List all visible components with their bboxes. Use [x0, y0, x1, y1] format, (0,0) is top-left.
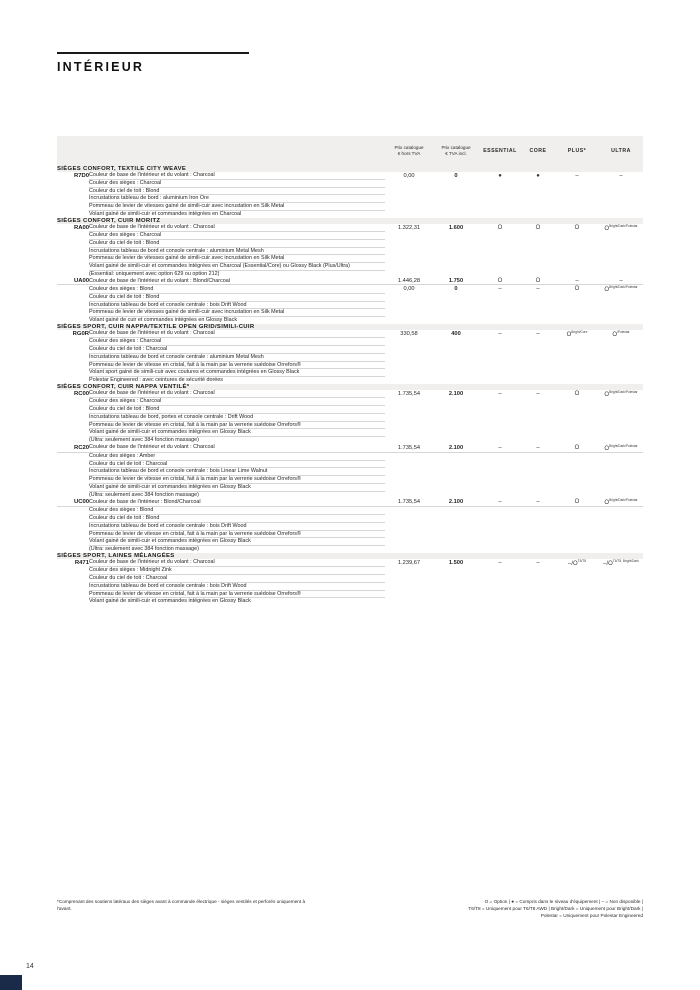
variant-line: Couleur du ciel de toit : Blond: [89, 187, 385, 195]
availability-plus: [555, 559, 599, 567]
availability-plus-value: –/O: [568, 560, 578, 567]
table-row: [57, 263, 643, 271]
variant-line: Incrustations tableau de bord et console centrale : bois Linear Lime Walnut: [89, 468, 385, 476]
availability-core: –: [521, 498, 555, 507]
availability-ultra-value: O: [604, 445, 610, 452]
variant-line: Couleur de base de l'intérieur et du volant : Charcoal: [89, 330, 385, 338]
variant-line: Pommeau de levier de vitesses gainé de simili-cuir avec incrustation en Silk Metal: [89, 255, 385, 263]
variant-line: Couleur de base de l'intérieur et du volant : Charcoal: [89, 559, 385, 567]
variant-code: R7D0: [73, 172, 89, 179]
table-row: [57, 476, 643, 484]
variant-line: Incrustations tableau de bord et console centrale : bois Drift Wood: [89, 301, 385, 309]
table-row: [57, 317, 643, 324]
availability-essential: –: [498, 330, 502, 337]
table-row: [57, 437, 643, 444]
table-row: [57, 301, 643, 309]
availability-plus: –: [575, 172, 579, 179]
header-spacer-desc: [89, 136, 385, 166]
variant-line: Pommeau de levier de vitesse en cristal, fait à la main par la verrerie suédoise Orrefors®: [89, 590, 385, 598]
variant-line: Volant gainé de simili-cuir et commandes intégrées en Charcoal (Essential/Core) ou Glossy Black (Plus/Ultra): [89, 263, 385, 271]
section-title: SIÈGES SPORT, CUIR NAPPA/TEXTILE OPEN GRID/SIMILI-CUIR: [57, 324, 643, 330]
variant-line: Volant sport gainé de simili-cuir avec coutures et commandes intégrées en Glossy Black: [89, 369, 385, 377]
table-row: [57, 491, 643, 498]
table-row: [57, 598, 643, 605]
price-incl: 1.600: [448, 224, 464, 231]
table-row: [57, 224, 643, 232]
variant-line: Couleur de base de l'intérieur et du volant : Charcoal: [89, 224, 385, 232]
header-plus: PLUS*: [555, 136, 599, 166]
variant-line: Couleur de base de l'intérieur et du volant : Charcoal: [89, 444, 385, 453]
availability-core: O: [521, 278, 555, 285]
variant-line: Pommeau de levier de vitesse en cristal, fait à la main par la verrerie suédoise Orrefors®: [89, 421, 385, 429]
availability-ultra-value: O: [604, 500, 610, 507]
availability-ultra-alt: $O^{Bright/Dark/Polestar}$: [604, 285, 638, 294]
table-row: [57, 255, 643, 263]
availability-essential-alt: –: [498, 286, 502, 293]
table-row: [57, 210, 643, 217]
variant-line: Incrustations tableau de bord et console centrale : bois Drift Wood: [89, 582, 385, 590]
page-number: 14: [26, 963, 34, 970]
variant-code: UA00: [57, 278, 89, 285]
variant-line: Incrustations tableau de bord et console centrale : bois Drift Wood: [89, 522, 385, 530]
table-row: [57, 483, 643, 491]
spec-table-container: [57, 136, 643, 605]
availability-ultra: $O^{Bright/Dark/Polestar}$: [599, 444, 643, 453]
availability-ultra: [599, 559, 643, 567]
table-row: [57, 421, 643, 429]
availability-ultra: –: [619, 172, 623, 179]
price-excl-alt: 0,00: [403, 286, 415, 293]
table-row: [57, 278, 643, 285]
variant-line: Couleur des sièges : Charcoal: [89, 398, 385, 406]
availability-ultra-value: –/O: [603, 560, 613, 567]
page-title: INTÉRIEUR: [57, 60, 145, 74]
availability-plus-alt: O: [574, 286, 580, 293]
availability-essential: –: [479, 444, 521, 453]
table-row: [57, 515, 643, 523]
corner-accent-bar: [0, 975, 22, 990]
variant-line: Couleur de base de l'intérieur et du volant : Charcoal: [89, 172, 385, 179]
availability-essential: –: [498, 559, 502, 566]
table-row: [57, 522, 643, 530]
table-row: [57, 369, 643, 377]
table-row: [57, 538, 643, 546]
availability-ultra: –: [599, 278, 643, 285]
price-excl: 0,00: [403, 172, 415, 179]
table-row: [57, 377, 643, 384]
variant-line: Couleur des sièges : Blond: [89, 285, 385, 294]
variant-line: Pommeau de levier de vitesse en cristal, fait à la main par la verrerie suédoise Orrefors®: [89, 530, 385, 538]
availability-ultra: $O^{Bright/Dark/Polestar}$: [599, 498, 643, 507]
availability-ultra-value: O: [604, 391, 610, 398]
availability-plus: $O^{Bright/Core}$: [566, 329, 588, 338]
availability-core: –: [536, 390, 540, 397]
availability-ultra: $O^{Bright/Dark/Polestar}$: [604, 223, 638, 232]
table-row: [57, 559, 643, 567]
table-row: [57, 429, 643, 437]
availability-essential: –: [498, 390, 502, 397]
table-row: [57, 247, 643, 255]
variant-line: Couleur du ciel de toit : Charcoal: [89, 346, 385, 354]
variant-line: Incrustations tableau de bord et console centrale : aluminium Metal Mesh: [89, 353, 385, 361]
table-row: [57, 330, 643, 338]
price-excl: 330,58: [400, 330, 418, 337]
table-row: [57, 232, 643, 240]
variant-code: R471: [74, 559, 89, 566]
price-incl: 2.100: [433, 498, 479, 507]
table-row: [57, 567, 643, 575]
variant-line: (Ultra: seulement avec 384 fonction massage): [89, 491, 199, 498]
availability-plus: O: [574, 224, 580, 231]
variant-line: Couleur des sièges : Charcoal: [89, 232, 385, 240]
table-header-row: [57, 136, 643, 166]
variant-code: UC00: [57, 498, 89, 507]
header-spacer-code: [57, 136, 89, 166]
price-excl: 1.735,54: [385, 498, 433, 507]
variant-line: Couleur du ciel de toit : Blond: [89, 515, 385, 523]
table-row: [57, 187, 643, 195]
footnote-right: [343, 898, 643, 919]
availability-ultra-note2: Polestar: [625, 223, 638, 228]
availability-plus-note: T6/T8: [577, 558, 586, 563]
variant-line: (Ultra: seulement avec 384 fonction massage): [89, 546, 199, 552]
availability-plus: O: [574, 390, 580, 397]
price-incl: 2.100: [433, 444, 479, 453]
variant-line: Couleur des sièges : Midnight Zink: [89, 567, 385, 575]
price-incl: 400: [451, 330, 461, 337]
variant-code: RC00: [73, 390, 89, 397]
table-row: [57, 203, 643, 211]
availability-core: –: [536, 559, 540, 566]
variant-line: Pommeau de levier de vitesse en cristal, fait à la main par la verrerie suédoise Orrefors®: [89, 361, 385, 369]
table-row: [57, 346, 643, 354]
table-row: [57, 413, 643, 421]
variant-line: Couleur de base de l'intérieur et du volant : Blond/Charcoal: [89, 278, 385, 285]
availability-core: O: [535, 224, 541, 231]
availability-ultra-note: Bright/Dark: [609, 223, 626, 228]
table-row: [57, 530, 643, 538]
table-row: [57, 575, 643, 583]
variant-code: RA00: [73, 224, 89, 231]
table-row: [57, 498, 643, 507]
table-row: [57, 361, 643, 369]
table-row: [57, 390, 643, 398]
availability-essential: O: [497, 224, 503, 231]
variant-line: Pommeau de levier de vitesse en cristal, fait à la main par la verrerie suédoise Orrefors®: [89, 476, 385, 484]
header-price-incl: [433, 136, 479, 166]
footnote-legend-line3: Polestar = Uniquement pour Polestar Engineered: [540, 913, 643, 919]
table-row: [57, 309, 643, 317]
variant-line: Couleur de base de l'intérieur : Blond/Charcoal: [89, 498, 385, 507]
availability-ultra-alt-value: O: [604, 287, 610, 294]
price-incl: 2.100: [448, 390, 464, 397]
header-price-excl-l1: Prix catalogue: [394, 144, 424, 150]
variant-line: Couleur du ciel de toit : Blond: [89, 239, 385, 247]
header-price-incl-l2: € TVA incl.: [445, 151, 467, 156]
availability-ultra-note: T6/T8, Bright/Dark: [612, 558, 639, 563]
header-ultra: ULTRA: [599, 136, 643, 166]
variant-line: Pommeau de levier de vitesses gainé de simili-cuir avec incrustation en Silk Metal: [89, 309, 385, 317]
variant-line: Volant gainé de simili-cuir et commandes intégrées en Charcoal: [89, 210, 242, 217]
variant-line: (Essential: uniquement avec option 629 ou option 212): [89, 270, 220, 277]
table-row: [57, 398, 643, 406]
variant-line: Couleur des sièges : Blond: [89, 507, 385, 515]
table-row: [57, 293, 643, 301]
table-row: [57, 582, 643, 590]
table-row: [57, 179, 643, 187]
footnotes: [57, 898, 643, 919]
price-excl: 1.322,31: [397, 224, 421, 231]
variant-line: Couleur du ciel de toit : Blond: [89, 293, 385, 301]
availability-core: –: [536, 330, 540, 337]
section-title: SIÈGES CONFORT, CUIR NAPPA VENTILÉ*: [57, 384, 643, 390]
availability-plus: –: [555, 278, 599, 285]
table-row: [57, 507, 643, 515]
header-price-excl: [385, 136, 433, 166]
table-row: [57, 460, 643, 468]
variant-line: Couleur du ciel de toit : Charcoal: [89, 460, 385, 468]
table-row: [57, 406, 643, 414]
table-row: [57, 239, 643, 247]
table-row: [57, 452, 643, 460]
header-price-excl-l2: € hors TVA: [397, 151, 421, 156]
price-excl: 1.735,54: [385, 444, 433, 453]
availability-essential: –: [479, 498, 521, 507]
table-row: [57, 285, 643, 294]
interior-spec-table: [57, 136, 643, 605]
availability-plus: O: [555, 444, 599, 453]
variant-line: Incrustations tableau de bord : aluminium Iron Ore: [89, 195, 385, 203]
variant-line: Couleur des sièges : Charcoal: [89, 338, 385, 346]
table-row: [57, 172, 643, 179]
title-divider: [57, 52, 249, 54]
variant-code: RG0R: [72, 330, 89, 337]
price-incl-alt: 0: [454, 286, 458, 293]
availability-core: –: [521, 444, 555, 453]
availability-ultra-value: O: [604, 225, 610, 232]
footnote-legend-line1: O = Option | ● = Compris dans le niveau d'équipement | – = Non disponible |: [484, 899, 643, 904]
variant-line: Volant gainé de simili-cuir et commandes intégrées en Glossy Black: [89, 538, 385, 546]
table-row: [57, 590, 643, 598]
variant-line: Polestar Engineered : avec ceintures de sécurité dorées: [89, 377, 223, 383]
availability-ultra-value: O: [612, 331, 618, 338]
header-price-incl-l1: Prix catalogue: [441, 144, 471, 150]
availability-ultra: $O^{/Polestar}$: [612, 329, 630, 338]
header-core: CORE: [521, 136, 555, 166]
price-incl: 0: [454, 172, 458, 179]
availability-plus: O: [555, 498, 599, 507]
variant-line: Volant gainé de simili-cuir et commandes intégrées en Glossy Black: [89, 483, 385, 491]
variant-line: Incrustations tableau de bord et console centrale : aluminium Metal Mesh: [89, 247, 385, 255]
variant-line: Couleur de base de l'intérieur et du volant : Charcoal: [89, 390, 385, 398]
availability-ultra: $O^{Bright/Dark/Polestar}$: [604, 389, 638, 398]
price-excl: 1.446,28: [385, 278, 433, 285]
table-row: [57, 546, 643, 553]
table-row: [57, 353, 643, 361]
table-row: [57, 468, 643, 476]
variant-line: Volant gainé de cuir et commandes intégrées en Glossy Black: [89, 317, 238, 323]
availability-essential: O: [479, 278, 521, 285]
variant-line: Couleur des sièges : Amber: [89, 452, 385, 460]
availability-essential: ●: [498, 172, 502, 179]
table-row: [57, 195, 643, 203]
footnote-legend-line2: T6/T8 = Uniquement pour T6/T8 AWD | Bright/Dark = Uniquement pour Bright/Dark |: [468, 906, 643, 912]
table-row: [57, 338, 643, 346]
variant-line: Couleur du ciel de toit : Charcoal: [89, 575, 385, 583]
price-incl: 1.750: [433, 278, 479, 285]
section-title: SIÈGES CONFORT, TEXTILE CITY WEAVE: [57, 166, 643, 172]
variant-line: Couleur du ciel de toit : Blond: [89, 406, 385, 414]
price-excl: 1.735,54: [397, 390, 421, 397]
section-title: SIÈGES SPORT, LAINES MÉLANGÉES: [57, 553, 643, 559]
header-essential: ESSENTIAL: [479, 136, 521, 166]
availability-plus-value: O: [566, 331, 572, 338]
variant-line: (Ultra: seulement avec 384 fonction massage): [89, 437, 199, 443]
price-incl: 1.500: [448, 559, 464, 566]
footnote-left: *Comprenant des soutiens latéraux des sièges avant à commande électrique - sièges ventilés et perforés uniquement à l'avant.: [57, 899, 306, 912]
availability-core-alt: –: [536, 286, 540, 293]
variant-line: Incrustations tableau de bord, portes et console centrale : Drift Wood: [89, 413, 385, 421]
section-title: SIÈGES CONFORT, CUIR MORITZ: [57, 218, 643, 224]
variant-line: Pommeau de levier de vitesses gainé de simili-cuir avec incrustation en Silk Metal: [89, 203, 385, 211]
variant-line: Couleur des sièges : Charcoal: [89, 179, 385, 187]
variant-line: Volant gainé de simili-cuir et commandes intégrées en Glossy Black: [89, 429, 385, 437]
table-row: [57, 444, 643, 453]
variant-code: RC20: [57, 444, 89, 453]
table-row: [57, 270, 643, 277]
price-excl: 1.239,67: [397, 559, 421, 566]
variant-line: Volant gainé de simili-cuir et commandes intégrées en Glossy Black: [89, 598, 251, 605]
availability-core: ●: [536, 172, 540, 179]
